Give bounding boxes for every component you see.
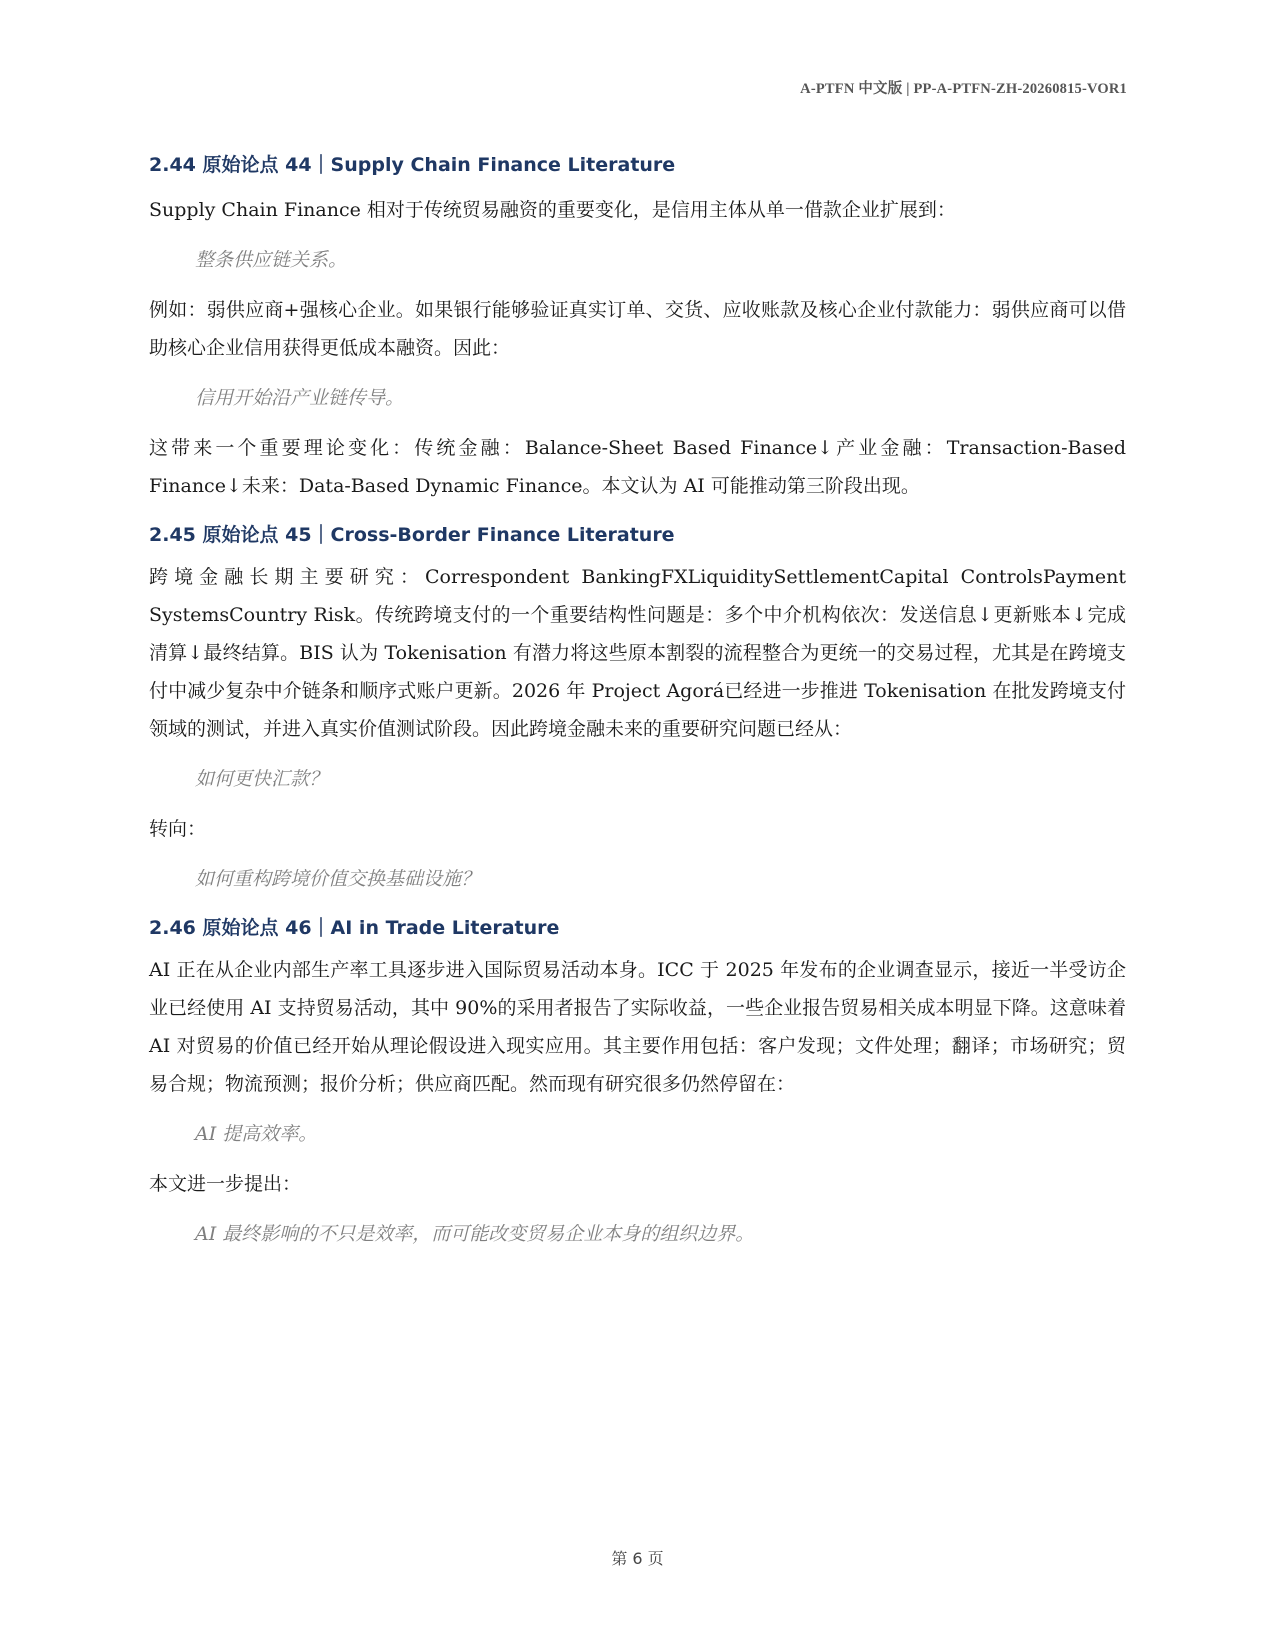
paragraph: 跨境金融长期主要研究：Correspondent BankingFXLiquiditySettlementCapital ControlsPayment SystemsCountry Risk。传统跨境支付的一个重要结构性问题是：多个中介机构依次：发送信息↓更新账本↓完成清算↓最终结算。BIS 认为 Tokenisation 有潜力将这些原本割裂的流程整合为更统一的交易过程，尤其是在跨境支付中减少复杂中介链条和顺序式账户更新。2026 年 Project Agorá已经进一步推进 Tokenisation 在批发跨境支付领域的测试，并进入真实价值测试阶段。因此跨境金融未来的重要研究问题已经从： xyxy=(149,566,1126,740)
quote: 如何更快汇款？ xyxy=(195,768,329,790)
section-heading-2-45: 2.45 原始论点 45｜Cross-Border Finance Literature xyxy=(149,524,675,546)
document-header: A-PTFN 中文版 | PP-A-PTFN-ZH-20260815-VOR1 xyxy=(800,81,1127,97)
paragraph: Supply Chain Finance 相对于传统贸易融资的重要变化，是信用主体从单一借款企业扩展到： xyxy=(149,199,956,221)
document-body xyxy=(149,150,1126,1253)
page-number: 第 6 页 xyxy=(611,1549,664,1568)
paragraph: 转向： xyxy=(149,818,207,840)
section-heading-2-44: 2.44 原始论点 44｜Supply Chain Finance Literature xyxy=(149,154,676,176)
quote: 如何重构跨境价值交换基础设施？ xyxy=(195,868,481,890)
quote: 整条供应链关系。 xyxy=(195,249,348,271)
paragraph: 本文进一步提出： xyxy=(149,1173,302,1195)
quote: AI 提高效率。 xyxy=(195,1123,318,1145)
quote: AI 最终影响的不只是效率，而可能改变贸易企业本身的组织边界。 xyxy=(195,1223,755,1245)
paragraph: 例如：弱供应商+强核心企业。如果银行能够验证真实订单、交货、应收账款及核心企业付款能力：弱供应商可以借助核心企业信用获得更低成本融资。因此： xyxy=(149,299,1126,359)
paragraph: AI 正在从企业内部生产率工具逐步进入国际贸易活动本身。ICC 于 2025 年发布的企业调查显示，接近一半受访企业已经使用 AI 支持贸易活动，其中 90%的采用者报告了实际收益，一些企业报告贸易相关成本明显下降。这意味着 AI 对贸易的价值已经开始从理论假设进入现实应用。其主要作用包括：客户发现；文件处理；翻译；市场研究；贸易合规；物流预测；报价分析；供应商匹配。然而现有研究很多仍然停留在： xyxy=(149,959,1126,1095)
section-heading-2-46: 2.46 原始论点 46｜AI in Trade Literature xyxy=(149,917,560,939)
quote: 信用开始沿产业链传导。 xyxy=(195,387,405,409)
paragraph: 这带来一个重要理论变化：传统金融：Balance-Sheet Based Finance↓产业金融：Transaction-Based Finance↓未来：Data-Based Dynamic Finance。本文认为 AI 可能推动第三阶段出现。 xyxy=(149,437,1126,497)
